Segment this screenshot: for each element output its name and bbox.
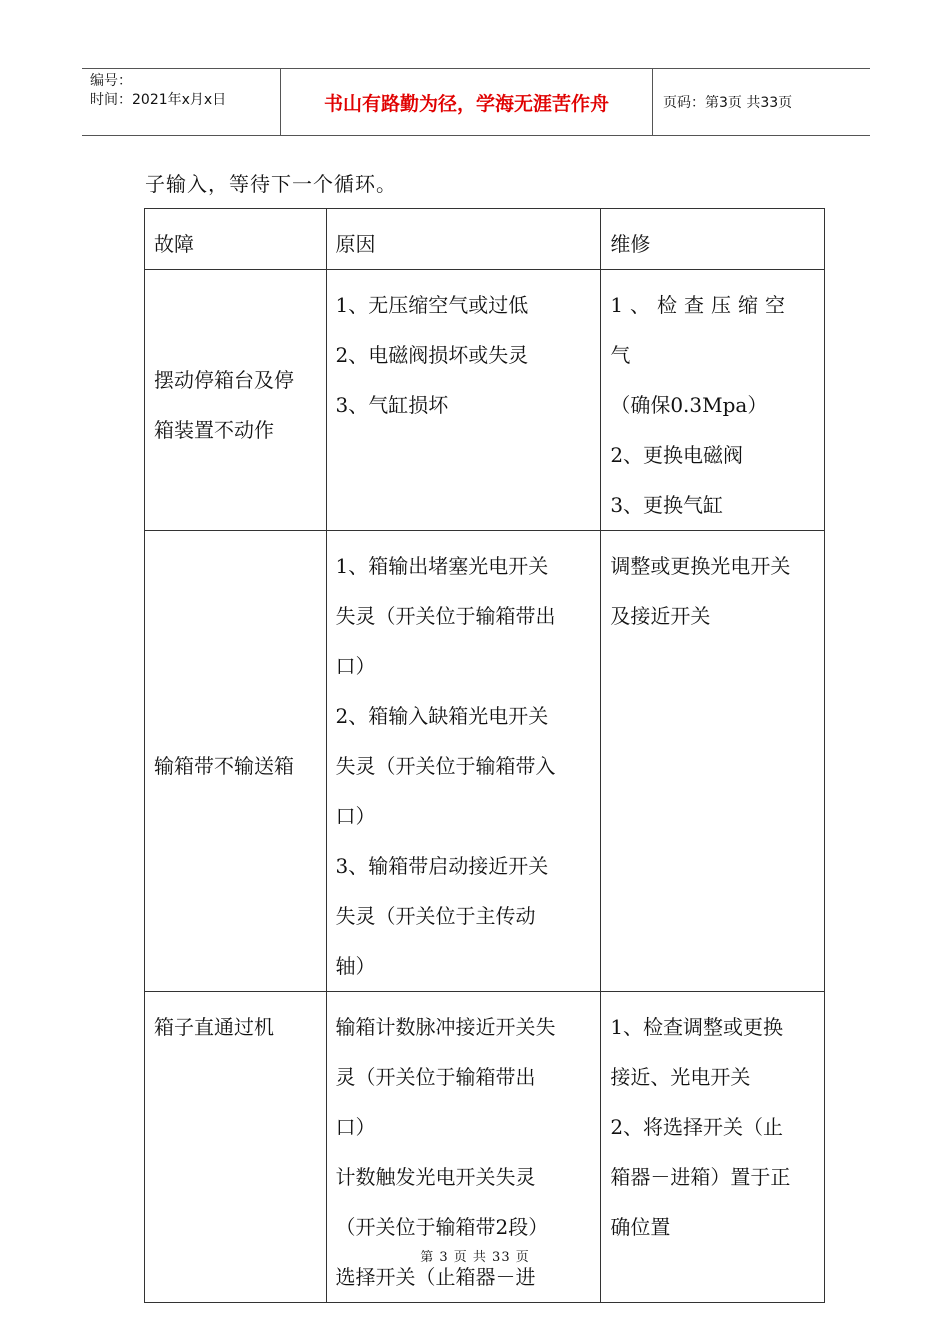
- cause-line: 口）: [335, 1115, 376, 1139]
- page-info: 页码：第3页 共33页: [663, 95, 793, 111]
- table-header-row: [145, 209, 825, 270]
- page-footer: 第 3 页 共 33 页: [420, 1250, 530, 1265]
- cause-line: 失灵（开关位于输箱带入: [335, 754, 556, 778]
- number-label: 编号：: [90, 73, 132, 89]
- fault-line: 摆动停箱台及停: [154, 368, 294, 392]
- fault-table: [144, 208, 825, 1303]
- cause-line: 1、无压缩空气或过低: [335, 293, 529, 317]
- repair-line: （确保0.3Mpa）: [610, 393, 768, 417]
- motto: 书山有路勤为径，学海无涯苦作舟: [281, 69, 653, 135]
- cause-line: 失灵（开关位于主传动: [335, 904, 536, 928]
- cause-line: 轴）: [335, 954, 376, 978]
- fault-cell: [145, 531, 327, 992]
- header-meta: [82, 69, 281, 135]
- fault-line: 箱装置不动作: [154, 418, 274, 442]
- repair-cell: [601, 531, 825, 992]
- header-cause: 原因: [326, 209, 601, 270]
- repair-line: 及接近开关: [610, 604, 711, 628]
- cause-line: 计数触发光电开关失灵: [335, 1165, 536, 1189]
- cause-line: 3、输箱带启动接近开关: [335, 854, 549, 878]
- cause-line: 灵（开关位于输箱带出: [335, 1065, 536, 1089]
- cause-line: 2、箱输入缺箱光电开关: [335, 704, 549, 728]
- document-header: [82, 68, 870, 136]
- repair-line: 调整或更换光电开关: [610, 554, 791, 578]
- repair-line: 箱器－进箱）置于正: [610, 1165, 791, 1189]
- repair-line: 接近、光电开关: [610, 1065, 751, 1089]
- repair-line: 2、将选择开关（止: [610, 1115, 784, 1139]
- cause-line: 选择开关（止箱器－进: [335, 1265, 536, 1289]
- header-repair: 维修: [601, 209, 825, 270]
- cause-cell: [326, 531, 601, 992]
- cause-line: 输箱计数脉冲接近开关失: [335, 1015, 556, 1039]
- cause-line: 2、电磁阀损坏或失灵: [335, 343, 529, 367]
- repair-line: 1、检查压缩空气: [610, 293, 793, 367]
- cause-line: （开关位于输箱带2段）: [335, 1215, 549, 1239]
- cause-line: 失灵（开关位于输箱带出: [335, 604, 556, 628]
- intro-text: 子输入，等待下一个循环。: [145, 172, 397, 196]
- fault-line: 箱子直通过机: [154, 1015, 274, 1039]
- date-label: 时间：2021年x月x日: [90, 92, 227, 108]
- table-row: [145, 531, 825, 992]
- repair-line: 2、更换电磁阀: [610, 443, 744, 467]
- cause-line: 口）: [335, 654, 376, 678]
- repair-line: 1、检查调整或更换: [610, 1015, 784, 1039]
- cause-cell: [326, 270, 601, 531]
- cause-line: 3、气缸损坏: [335, 393, 449, 417]
- cause-line: 口）: [335, 804, 376, 828]
- repair-line: 确位置: [610, 1215, 671, 1239]
- cause-line: 1、箱输出堵塞光电开关: [335, 554, 549, 578]
- fault-line: 输箱带不输送箱: [154, 754, 294, 778]
- header-fault: 故障: [145, 209, 327, 270]
- repair-line: 3、更换气缸: [610, 493, 724, 517]
- fault-cell: [145, 270, 327, 531]
- repair-cell: [601, 270, 825, 531]
- table-row: [145, 270, 825, 531]
